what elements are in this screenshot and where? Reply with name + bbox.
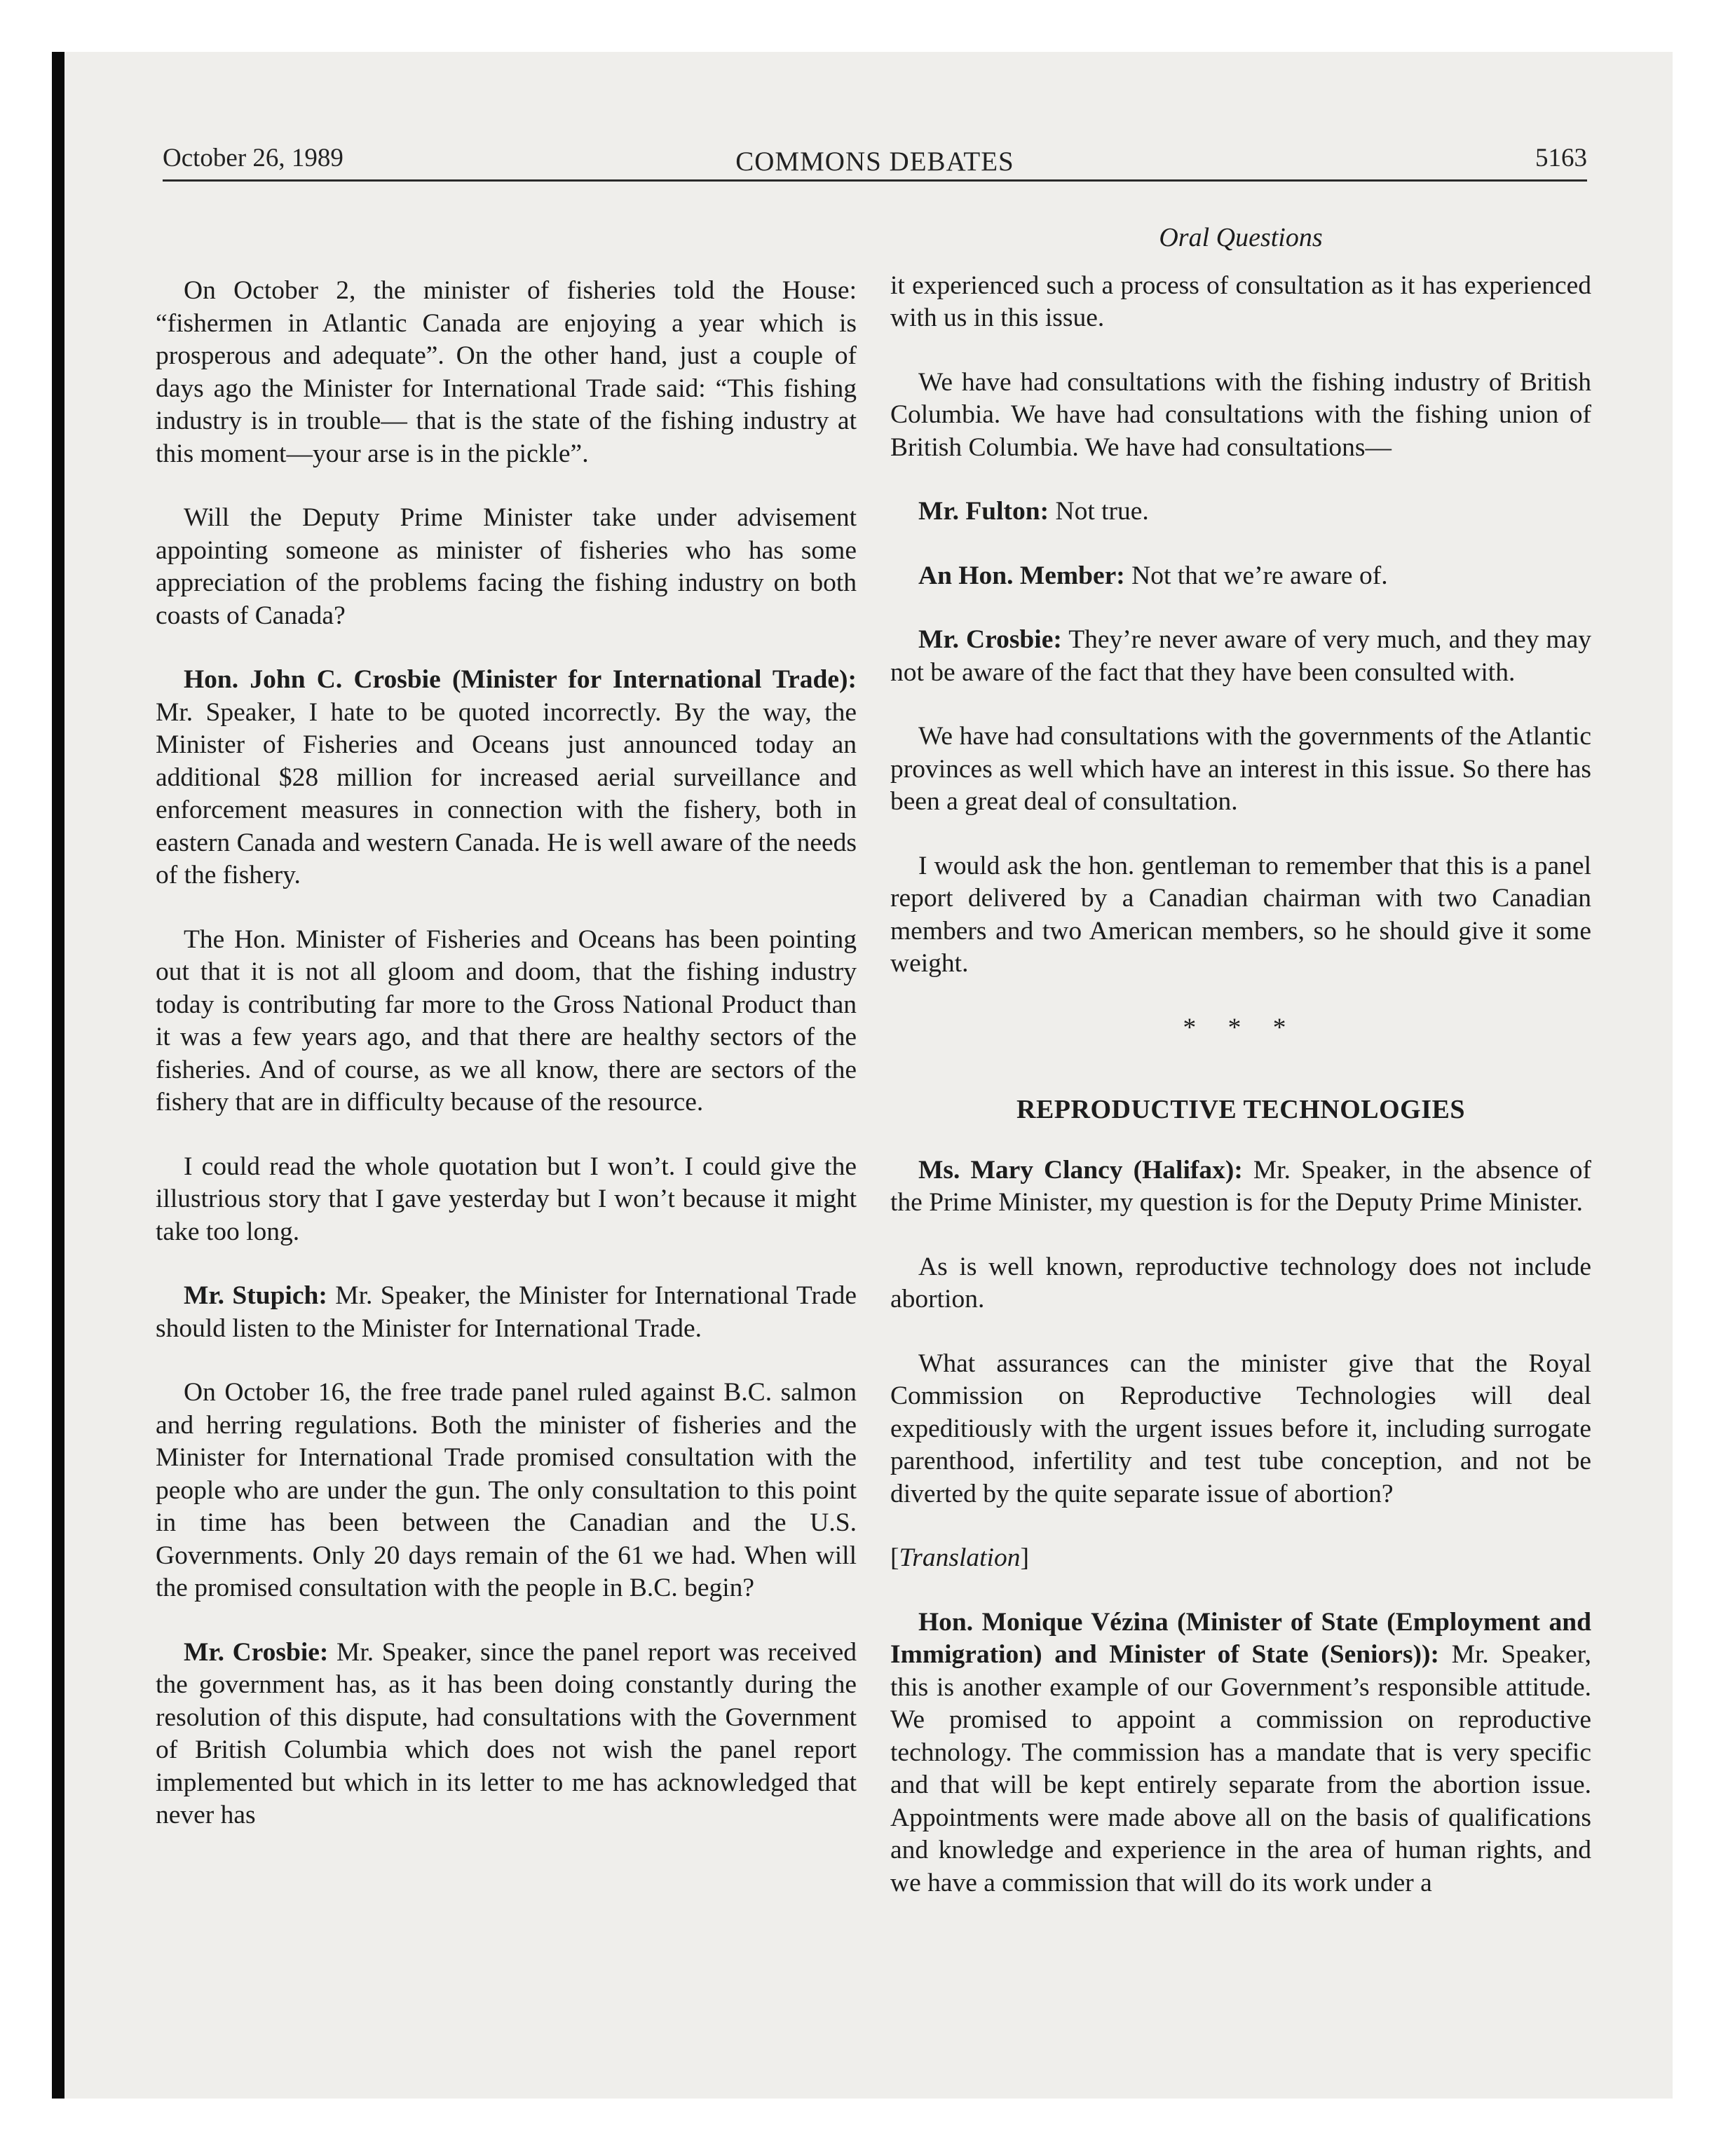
paragraph: Mr. Crosbie: Mr. Speaker, since the panel report was received the government has, as it has been doing constantly during the resolution of this dispute, had consultations with the Government of British Columbia which does not wish the panel report implemented but which in its letter to me has acknowledged that never has <box>156 1637 857 1829</box>
speaker-name: Mr. Crosbie: <box>918 625 1062 654</box>
page-number: 5163 <box>1535 144 1587 172</box>
paragraph: Mr. Crosbie: They’re never aware of very much, and they may not be aware of the fact that they have been consulted with. <box>890 625 1591 687</box>
paragraph: What assurances can the minister give that the Royal Commission on Reproductive Technologies will deal expeditiously with the urgent issues before it, including surrogate parenthood, infertility and test tube conception, and not be diverted by the quite separate issue of abortion? <box>890 1349 1591 1508</box>
speaker-name: An Hon. Member: <box>918 561 1125 590</box>
speaker-name: Hon. Monique Vézina (Minister of State (Employment and Immigration) and Minister of State (Seniors)): <box>890 1607 1591 1669</box>
speaker-name: Mr. Stupich: <box>184 1281 327 1310</box>
paragraph: The Hon. Minister of Fisheries and Oceans has been pointing out that it is not all gloom and doom, that the fishing industry today is contributing far more to the Gross National Product than it was a few years ago, and that there are healthy sectors of the fisheries. And of course, as we all know, there are sectors of the fishery that are in difficulty because of the resource. <box>156 925 857 1117</box>
paragraph: An Hon. Member: Not that we’re aware of. <box>918 561 1388 590</box>
paragraph: Mr. Stupich: Mr. Speaker, the Minister for International Trade should listen to the Minister for International Trade. <box>156 1281 857 1343</box>
paragraph: Hon. John C. Crosbie (Minister for International Trade): Mr. Speaker, I hate to be quoted incorrectly. By the way, the Minister of Fisheries and Oceans just announced today an additional $28 million for increased aerial surveillance and enforcement measures in connection with the fishery, both in eastern Canada and western Canada. He is well aware of the needs of the fishery. <box>156 665 857 889</box>
header-rule <box>163 179 1587 182</box>
speaker-name: Mr. Fulton: <box>918 497 1049 526</box>
scan-edge <box>52 52 64 2099</box>
paragraph: I could read the whole quotation but I won’t. I could give the illustrious story that I gave yesterday but I won’t because it might take too long. <box>156 1152 857 1246</box>
paragraph: Will the Deputy Prime Minister take under advisement appointing someone as minister of fisheries who has some appreciation of the problems facing the fishing industry on both coasts of Canada? <box>156 503 857 630</box>
speaker-name: Ms. Mary Clancy (Halifax): <box>918 1155 1243 1185</box>
paragraph: Hon. Monique Vézina (Minister of State (Employment and Immigration) and Minister of State (Seniors)): Mr. Speaker, this is another example of our Government’s responsible attitude. We promised to appoint a commission on reproductive technology. The commission has a mandate that is very specific and that will be kept entirely separate from the abortion issue. Appointments were made above all on the basis of qualifications and knowledge and experience in the area of human rights, and we have a commission that will do its work under a <box>890 1607 1591 1897</box>
paragraph: Mr. Fulton: Not true. <box>918 497 1149 526</box>
paragraph: it experienced such a process of consultation as it has experienced with us in this issue. <box>890 271 1591 332</box>
paragraph: On October 16, the free trade panel ruled against B.C. salmon and herring regulations. Both the minister of fisheries and the Minister for International Trade promised consultation with the people who are under the gun. The only consultation to this point in time has been between the Canadian and the U.S. Governments. Only 20 days remain of the 61 we had. When will the promised consultation with the people in B.C. begin? <box>156 1378 857 1602</box>
header-title: COMMONS DEBATES <box>735 146 1014 177</box>
right-column <box>890 221 1591 1931</box>
paragraph: On October 2, the minister of fisheries told the House: “fishermen in Atlantic Canada are enjoying a year which is prosperous and adequate”. On the other hand, just a couple of days ago the Minister for International Trade said: “This fishing industry is in trouble— that is the state of the fishing industry at this moment—your arse is in the pickle”. <box>156 276 857 468</box>
paragraph: I would ask the hon. gentleman to remember that this is a panel report delivered by a Canadian chairman with two Canadian members and two American members, so he should give it some weight. <box>890 851 1591 978</box>
section-separator: * * * <box>1183 1013 1299 1042</box>
paragraph: We have had consultations with the governments of the Atlantic provinces as well which have an interest in this issue. So there has been a great deal of consultation. <box>890 722 1591 816</box>
paragraph: As is well known, reproductive technology does not include abortion. <box>890 1252 1591 1314</box>
paragraph: We have had consultations with the fishing industry of British Columbia. We have had consultations with the fishing union of British Columbia. We have had consultations— <box>890 367 1591 462</box>
left-column <box>156 275 857 1864</box>
topic-heading: REPRODUCTIVE TECHNOLOGIES <box>1016 1095 1465 1124</box>
paragraph: Ms. Mary Clancy (Halifax): Mr. Speaker, in the absence of the Prime Minister, my question is for the Deputy Prime Minister. <box>890 1155 1591 1217</box>
header-date: October 26, 1989 <box>163 144 343 172</box>
section-heading: Oral Questions <box>1159 223 1323 252</box>
speaker-name: Mr. Crosbie: <box>184 1637 329 1667</box>
translation-note: [Translation] <box>890 1543 1029 1572</box>
speaker-name: Hon. John C. Crosbie (Minister for International Trade): <box>184 665 857 694</box>
